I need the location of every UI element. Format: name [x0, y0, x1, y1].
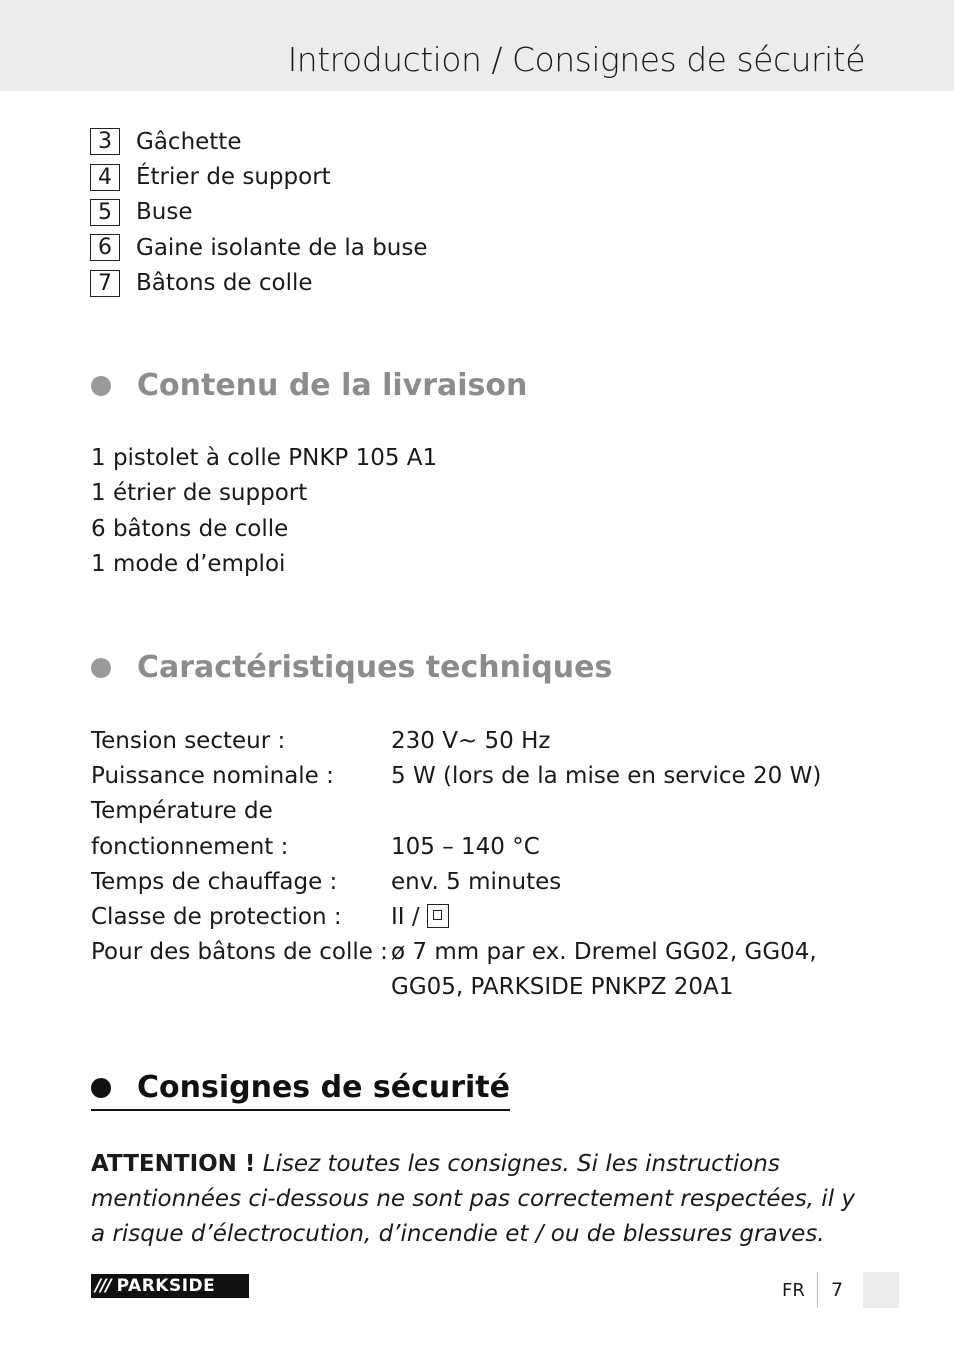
section-heading-safety — [91, 1070, 510, 1111]
warning-paragraph — [91, 1147, 861, 1252]
language-code: FR — [782, 1280, 805, 1301]
page-number: 7 — [831, 1279, 844, 1301]
spec-row — [91, 900, 851, 935]
section-heading-text: Contenu de la livraison — [137, 368, 528, 403]
page-title: Introduction / Consignes de sécurité — [287, 40, 865, 79]
bullet-dot-icon — [91, 1078, 111, 1098]
spec-row — [91, 865, 851, 900]
spec-value: env. 5 minutes — [391, 868, 562, 895]
spec-label: fonctionnement : — [91, 833, 289, 860]
part-item — [90, 124, 428, 159]
bullet-dot-icon — [91, 376, 111, 396]
specs-table — [91, 724, 851, 1006]
spec-row — [91, 970, 851, 1005]
spec-label: Temps de chauffage : — [91, 868, 338, 895]
spec-value: GG05, PARKSIDE PNKPZ 20A1 — [391, 974, 734, 1001]
part-label: Bâtons de colle — [136, 270, 313, 297]
section-heading-text: Caractéristiques techniques — [137, 650, 613, 685]
part-number-box: 7 — [90, 270, 120, 297]
part-label: Étrier de support — [136, 164, 331, 191]
bullet-dot-icon — [91, 658, 111, 678]
part-label: Gaine isolante de la buse — [136, 234, 428, 261]
section-heading-delivery — [91, 368, 527, 403]
warning-label: ATTENTION ! — [91, 1151, 256, 1177]
part-label: Gâchette — [136, 128, 242, 155]
part-number-box: 5 — [90, 199, 120, 226]
part-number-box: 3 — [90, 128, 120, 155]
part-number-box: 6 — [90, 234, 120, 261]
protection-class-text: II / — [391, 904, 420, 931]
spec-label — [91, 970, 391, 1005]
spec-value: ø 7 mm par ex. Dremel GG02, GG04, — [391, 939, 817, 966]
part-label: Buse — [136, 199, 193, 226]
spec-row — [91, 794, 851, 829]
section-heading-text: Consignes de sécurité — [137, 1070, 510, 1105]
double-insulation-icon — [427, 904, 449, 928]
page-tab-marker — [863, 1272, 899, 1308]
spec-value: 5 W (lors de la mise en service 20 W) — [391, 763, 822, 790]
warning-text: Lisez toutes les consignes. Si les instructions mentionnées ci-dessous ne sont pas correctement respectées, il y a risque d’électrocution, d’incendie et / ou de blessures graves. — [91, 1151, 856, 1247]
list-item: 1 pistolet à colle PNKP 105 A1 — [91, 445, 438, 471]
delivery-contents-list — [91, 441, 437, 582]
spec-value — [391, 794, 851, 829]
spec-row — [91, 759, 851, 794]
spec-value: 230 V~ 50 Hz — [391, 728, 551, 754]
part-item — [90, 230, 428, 265]
spec-row — [91, 830, 851, 865]
brand-logo — [91, 1274, 249, 1298]
list-item: 6 bâtons de colle — [91, 515, 289, 542]
footer-divider — [817, 1272, 818, 1308]
spec-label: Température de — [91, 798, 273, 825]
section-heading-specs — [91, 650, 612, 685]
parts-list — [90, 124, 428, 301]
spec-value-protection — [391, 900, 851, 935]
logo-text: PARKSIDE — [116, 1276, 216, 1296]
spec-label: Puissance nominale : — [91, 763, 334, 790]
part-item — [90, 195, 428, 230]
spec-row — [91, 724, 851, 759]
part-item — [90, 266, 428, 301]
spec-label: Pour des bâtons de colle : — [91, 939, 388, 966]
spec-row — [91, 935, 851, 970]
logo-stripes-icon: /// — [95, 1276, 111, 1296]
spec-value: 105 – 140 °C — [391, 833, 540, 860]
part-item — [90, 159, 428, 194]
part-number-box: 4 — [90, 164, 120, 191]
spec-label: Classe de protection : — [91, 904, 342, 931]
list-item: 1 étrier de support — [91, 480, 308, 507]
list-item: 1 mode d’emploi — [91, 550, 286, 577]
spec-label: Tension secteur : — [91, 728, 286, 754]
